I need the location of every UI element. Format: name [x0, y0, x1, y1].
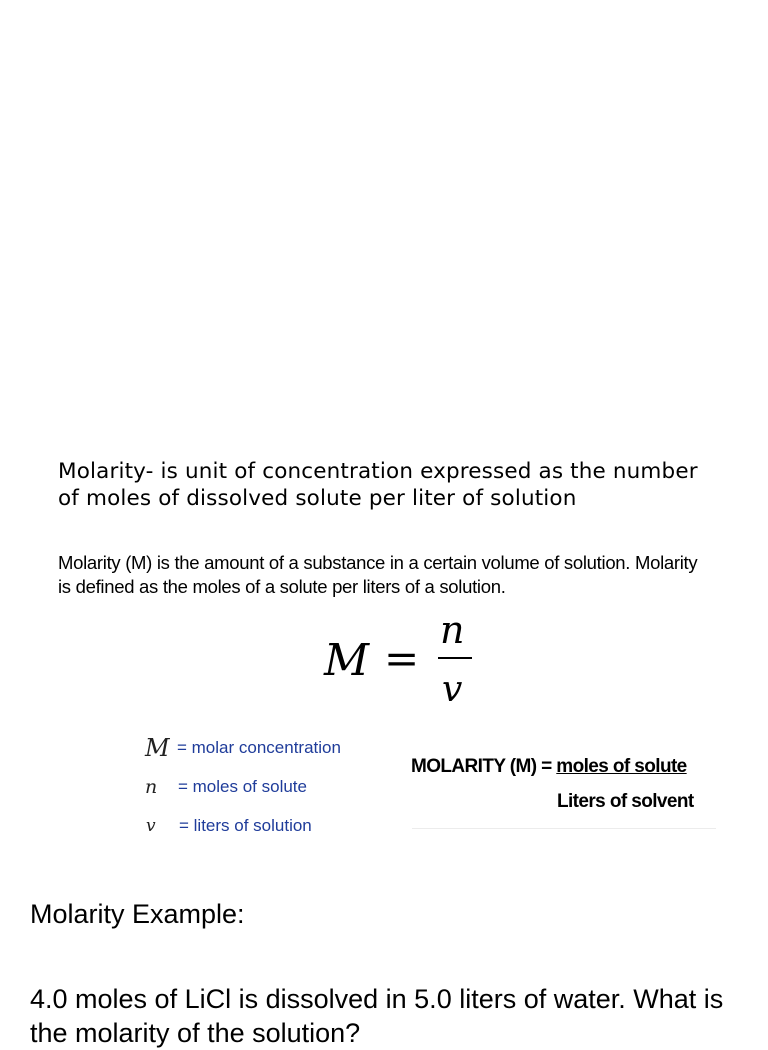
legend-symbol: n: [145, 776, 158, 798]
legend-symbol: v: [146, 816, 156, 836]
legend-text: = molar concentration: [177, 738, 341, 757]
legend-text: = liters of solution: [179, 816, 312, 835]
legend-item-moles-of-solute: [145, 772, 307, 802]
molarity-box-line1: [411, 756, 687, 778]
example-title: Molarity Example:: [30, 899, 245, 929]
divider: [412, 828, 716, 829]
definition-paragraph: Molarity (M) is the amount of a substance in a certain volume of solution. Molarity is defined as the moles of a solute per liters of a solution.: [58, 552, 698, 597]
formula-lhs: M: [324, 635, 370, 686]
formula-numerator: n: [440, 608, 465, 652]
definition-heading: Molarity- is unit of concentration expressed as the number of moles of dissolved solute per liter of solution: [58, 459, 698, 511]
legend-symbol: M: [145, 734, 170, 762]
molarity-box-prefix: MOLARITY (M) =: [411, 756, 557, 777]
molarity-formula: [320, 608, 480, 712]
molarity-box-denominator: Liters of solvent: [557, 791, 694, 812]
fraction-bar: [438, 657, 472, 659]
legend-item-liters-of-solution: [145, 811, 312, 841]
molarity-box-numerator: moles of solute: [556, 756, 687, 777]
legend-item-molar-concentration: [145, 733, 341, 763]
example-problem: 4.0 moles of LiCl is dissolved in 5.0 liters of water. What is the molarity of the solution?: [30, 984, 724, 1048]
formula-equals: =: [384, 634, 420, 683]
legend-text: = moles of solute: [178, 777, 307, 796]
formula-denominator: v: [442, 669, 463, 710]
